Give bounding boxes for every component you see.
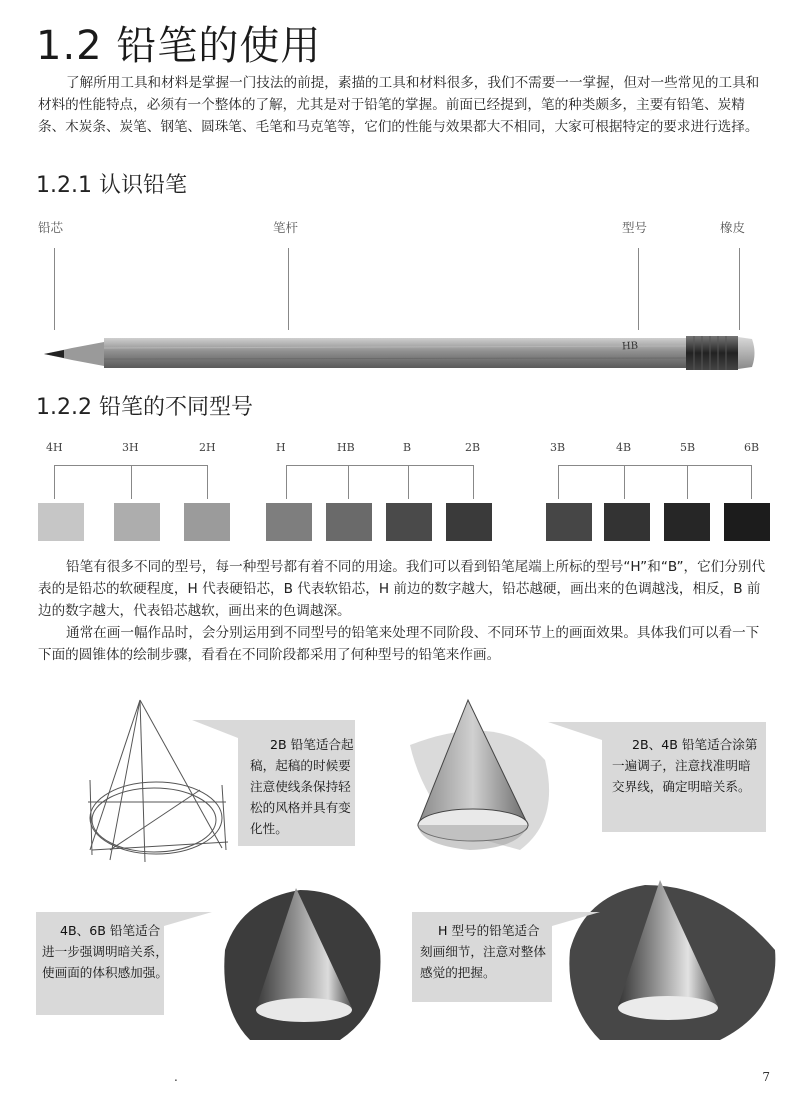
step-caption-3: 4B、6B 铅笔适合进一步强调明暗关系，使画面的体积感加强。 (42, 923, 168, 980)
grade-label-4h: 4H (46, 441, 63, 454)
grade-label-3b: 3B (550, 441, 566, 454)
intro-paragraph: 了解所用工具和材料是掌握一门技法的前提，素描的工具和材料很多，我们不需要一一掌握，但对一些常见的工具和材料的性能特点，必须有一个整体的了解，尤其是对于铅笔的掌握。前面已经提到，笔的种类颇多，主要有铅笔、炭精条、木炭条、炭笔、钢笔、圆珠笔、毛笔和马克笔等，它们的性能与效果都大不相同，大家可根据特定的要求进行选择。 (38, 75, 760, 135)
page-title: 1.2 铅笔的使用 (36, 23, 322, 69)
label-eraser: 橡皮 (720, 220, 746, 235)
label-lead: 铅芯 (38, 220, 64, 235)
page-number: 7 (762, 1070, 770, 1084)
grade-label-4b: 4B (616, 441, 632, 454)
section-title-pencil-anatomy: 1.2.1 认识铅笔 (36, 173, 187, 198)
pencil-grade-mark: HB (621, 340, 639, 353)
grade-label-b: B (403, 441, 412, 454)
grade-label-2h: 2H (199, 441, 216, 454)
grades-explanation-paragraph: 铅笔有很多不同的型号，每一种型号都有着不同的用途。我们可以看到铅笔尾端上所标的型号“H”和“B”，它们分别代表的是铅芯的软硬程度，H 代表硬铅芯，B 代表软铅芯，H 前边的数字越大，铅芯越硬，画出来的色调越浅，相反，B 前边的数字越大，代表铅芯越软，画出来的色调越深。 (38, 559, 766, 619)
label-barrel: 笔杆 (273, 220, 299, 235)
grade-label-3h: 3H (122, 441, 139, 454)
label-grade: 型号 (622, 220, 648, 235)
grade-label-2b: 2B (465, 441, 481, 454)
grade-label-6b: 6B (744, 441, 760, 454)
footer-dot: . (174, 1070, 178, 1084)
grade-label-5b: 5B (680, 441, 696, 454)
step-caption-1: 2B 铅笔适合起稿，起稿的时候要注意使线条保持轻松的风格并具有变化性。 (250, 737, 354, 836)
section-title-pencil-grades: 1.2.2 铅笔的不同型号 (36, 395, 253, 420)
step-caption-4: H 型号的铅笔适合刻画细节，注意对整体感觉的把握。 (420, 923, 546, 980)
grade-label-hb: HB (337, 441, 355, 454)
grade-label-h: H (276, 441, 286, 454)
step-caption-2: 2B、4B 铅笔适合涂第一遍调子，注意找准明暗交界线，确定明暗关系。 (612, 737, 758, 794)
drawing-steps-intro-paragraph: 通常在画一幅作品时，会分别运用到不同型号的铅笔来处理不同阶段、不同环节上的画面效果。具体我们可以看一下下面的圆锥体的绘制步骤，看看在不同阶段都采用了何种型号的铅笔来作画。 (38, 625, 760, 663)
